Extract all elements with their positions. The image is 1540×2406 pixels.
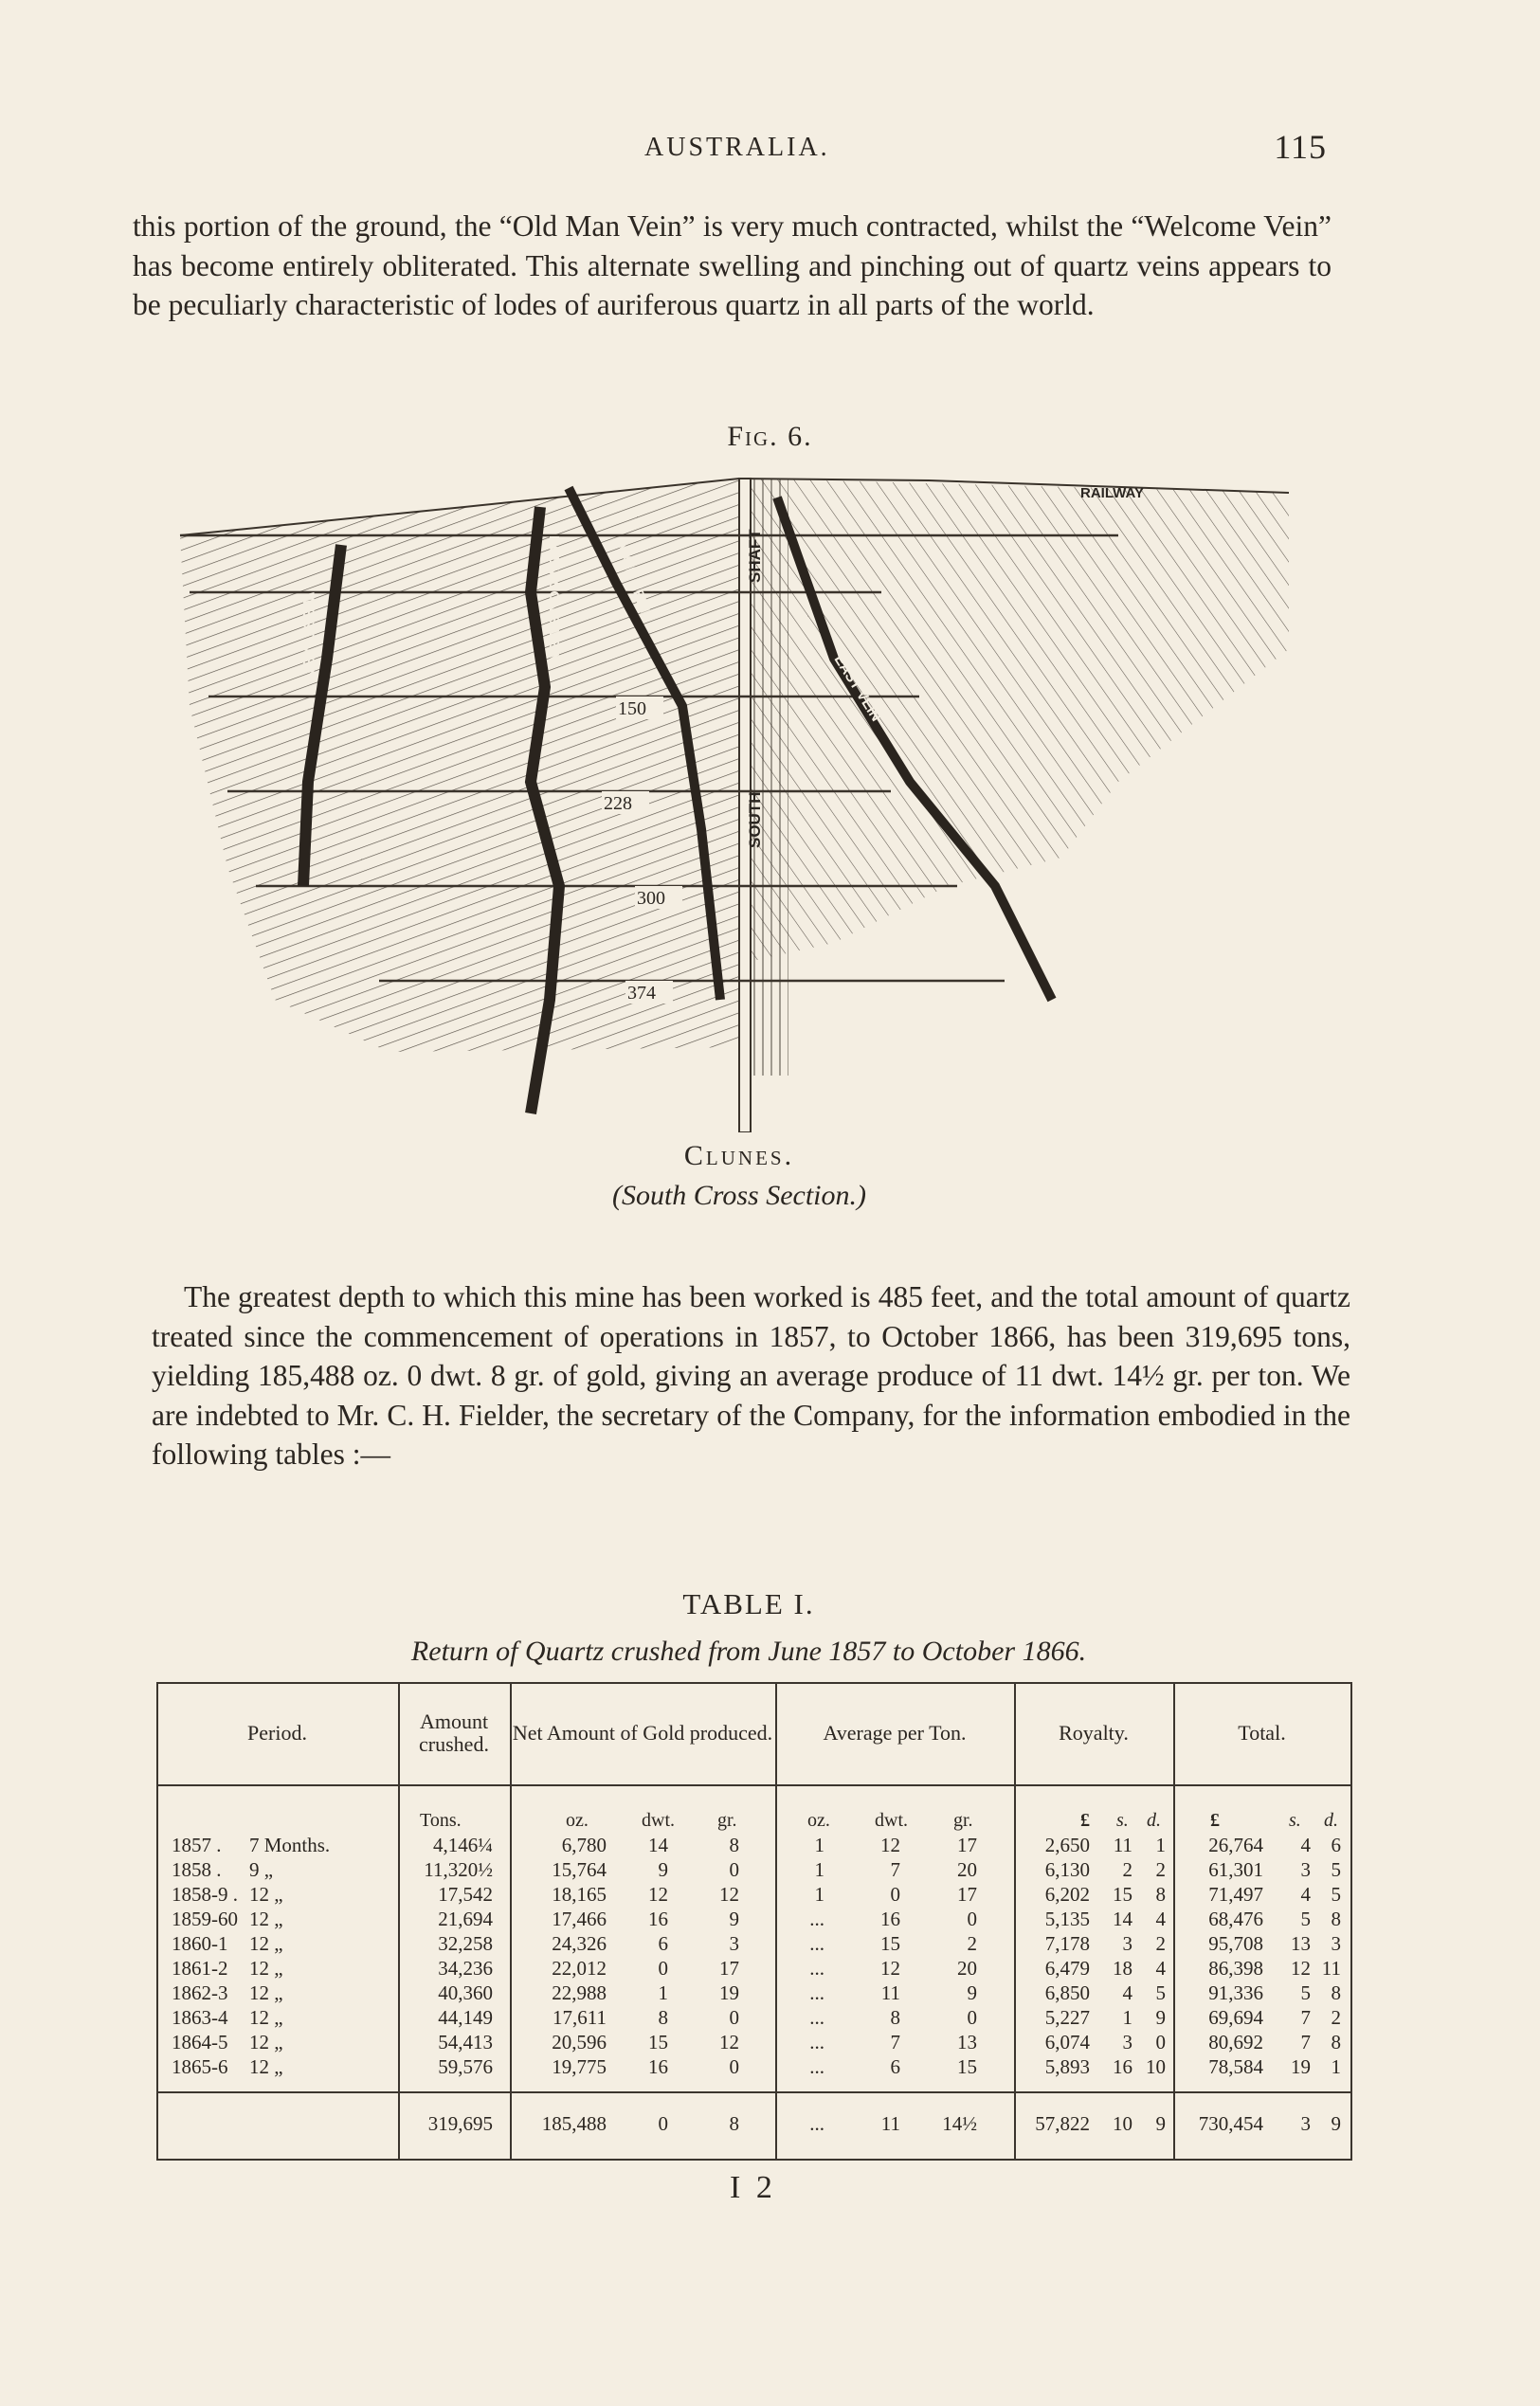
table-cell-period: 1858-9 . (172, 1883, 238, 1906)
totals-cell-a_dwt: 11 (880, 2112, 900, 2135)
table-cell-tons: 11,320½ (424, 1858, 493, 1881)
totals-cell-r_d: 9 (1155, 2112, 1166, 2135)
table-cell-tons: 32,258 (438, 1932, 493, 1955)
figure-label: Fig. 6. (727, 421, 813, 452)
table-cell-t_l: 78,584 (1208, 2055, 1263, 2078)
table-cell-months: 12 „ (249, 2006, 283, 2029)
table-cell-gr: 12 (719, 2031, 739, 2053)
table-cell-a_oz: ... (809, 2031, 824, 2053)
mine-cross-section-figure (171, 469, 1308, 1132)
table-cell-a_gr: 20 (957, 1957, 977, 1980)
unit-tons: Tons. (420, 1810, 462, 1831)
table-cell-period: 1861-2 (172, 1957, 228, 1980)
header-average: Average per Ton. (823, 1721, 967, 1745)
table-cell-months: 12 „ (249, 1883, 283, 1906)
table-cell-a_oz: ... (809, 1932, 824, 1955)
table-cell-dwt: 0 (658, 1957, 668, 1980)
table-cell-r_d: 9 (1155, 2006, 1166, 2029)
table-cell-gr: 8 (729, 1834, 739, 1856)
table-cell-a_oz: 1 (814, 1834, 824, 1856)
table-cell-months: 12 „ (249, 1932, 283, 1955)
table-cell-gr: 9 (729, 1908, 739, 1930)
table-cell-a_oz: ... (809, 1981, 824, 2004)
table-cell-a_gr: 13 (957, 2031, 977, 2053)
table-cell-gr: 0 (729, 2006, 739, 2029)
table-cell-r_s: 15 (1113, 1883, 1132, 1906)
table-cell-t_d: 2 (1331, 2006, 1341, 2029)
table-cell-oz: 20,596 (552, 2031, 607, 2053)
table-cell-r_d: 0 (1155, 2031, 1166, 2053)
paragraph-2: The greatest depth to which this mine has been worked is 485 feet, and the total amount of quartz treated since the commencement of operations in 1857, to October 1866, has been 319,695 tons, yielding 185,488 oz. 0 dwt. 8 gr. of gold, giving an average produce of 11 dwt. 14½ gr. per ton. We are indebted to Mr. C. H. Fielder, the secretary of the Company, for the information embodied in the following tables :— (152, 1280, 1350, 1471)
table-cell-a_gr: 9 (967, 1981, 977, 2004)
table-cell-oz: 24,326 (552, 1932, 607, 1955)
table-cell-period: 1857 . (172, 1834, 222, 1856)
running-head-title: AUSTRALIA. (644, 133, 830, 162)
totals-cell-a_gr: 14½ (942, 2112, 977, 2135)
unit-royalty-pounds: £ (1080, 1810, 1090, 1831)
table-cell-t_s: 13 (1291, 1932, 1311, 1955)
table-cell-gr: 19 (719, 1981, 739, 2004)
paragraph-1: this portion of the ground, the “Old Man Vein” is very much contracted, whilst the “Welcome Vein” has become entirely obliterated. This alternate swelling and pinching out of quartz veins appears to be peculiarly characteristic of lodes of auriferous quartz in all parts of the world. (133, 209, 1332, 321)
table-cell-r_s: 1 (1122, 2006, 1132, 2029)
unit-gr: gr. (717, 1810, 737, 1831)
table-cell-t_s: 12 (1291, 1957, 1311, 1980)
table-cell-t_d: 5 (1331, 1883, 1341, 1906)
table-cell-dwt: 1 (658, 1981, 668, 2004)
unit-total-shillings: s. (1289, 1810, 1301, 1831)
table-cell-r_d: 8 (1155, 1883, 1166, 1906)
table-cell-r_l: 6,130 (1044, 1858, 1090, 1881)
table-cell-tons: 4,146¼ (433, 1834, 493, 1856)
table-cell-gr: 0 (729, 1858, 739, 1881)
table-cell-r_l: 6,202 (1044, 1883, 1090, 1906)
header-net-gold: Net Amount of Gold produced. (512, 1721, 773, 1745)
table-cell-oz: 18,165 (552, 1883, 607, 1906)
table-cell-gr: 17 (719, 1957, 739, 1980)
unit-dwt: dwt. (642, 1810, 675, 1831)
unit-avg-dwt: dwt. (875, 1810, 908, 1831)
unit-avg-gr: gr. (953, 1810, 973, 1831)
table-cell-a_gr: 2 (967, 1932, 977, 1955)
table-cell-r_l: 2,650 (1044, 1834, 1090, 1856)
table-cell-r_s: 4 (1122, 1981, 1132, 2004)
table-cell-r_s: 11 (1113, 1834, 1132, 1856)
table-cell-tons: 59,576 (438, 2055, 493, 2078)
table-cell-r_s: 3 (1122, 1932, 1132, 1955)
header-total: Total. (1238, 1721, 1286, 1745)
totals-cell-gr: 8 (729, 2112, 739, 2135)
table-cell-dwt: 15 (648, 2031, 668, 2053)
table-cell-oz: 15,764 (552, 1858, 607, 1881)
table-cell-period: 1860-1 (172, 1932, 228, 1955)
table-cell-a_dwt: 6 (890, 2055, 900, 2078)
totals-cell-a_oz: ... (809, 2112, 824, 2135)
table-cell-t_d: 3 (1331, 1932, 1341, 1955)
table-cell-t_s: 5 (1300, 1908, 1311, 1930)
table-cell-r_l: 5,227 (1044, 2006, 1090, 2029)
unit-total-pence: d. (1324, 1810, 1338, 1831)
table-cell-a_dwt: 0 (890, 1883, 900, 1906)
table-cell-tons: 34,236 (438, 1957, 493, 1980)
table-cell-t_d: 6 (1331, 1834, 1341, 1856)
vein-label-robinson: ROBINSON'S VEIN (546, 535, 562, 662)
table-title: TABLE I. (682, 1587, 815, 1620)
table-cell-dwt: 12 (648, 1883, 668, 1906)
table-cell-a_dwt: 7 (890, 2031, 900, 2053)
table-cell-t_s: 5 (1300, 1981, 1311, 2004)
table-cell-oz: 22,988 (552, 1981, 607, 2004)
table-cell-a_dwt: 8 (890, 2006, 900, 2029)
table-cell-r_s: 2 (1122, 1858, 1132, 1881)
unit-total-pounds: £ (1210, 1810, 1220, 1831)
table-cell-t_d: 1 (1331, 2055, 1341, 2078)
table-cell-t_l: 91,336 (1208, 1981, 1263, 2004)
table-cell-t_d: 8 (1331, 1908, 1341, 1930)
vein-label-main: MAIN VEIN (612, 540, 653, 616)
signature-mark: I 2 (730, 2170, 776, 2205)
table-cell-tons: 21,694 (438, 1908, 493, 1930)
level-label-374: 374 (627, 983, 656, 1004)
table-cell-tons: 44,149 (438, 2006, 493, 2029)
table-cell-t_d: 11 (1321, 1957, 1341, 1980)
table-cell-t_l: 69,694 (1208, 2006, 1263, 2029)
table-cell-months: 12 „ (249, 1981, 283, 2004)
table-cell-t_l: 68,476 (1208, 1908, 1263, 1930)
figure-caption-place: Clunes. (683, 1140, 795, 1171)
south-label: SOUTH (746, 791, 764, 848)
table-cell-period: 1865-6 (172, 2055, 228, 2078)
table-cell-t_s: 4 (1300, 1834, 1311, 1856)
table-cell-months: 12 „ (249, 1957, 283, 1980)
table-cell-oz: 17,611 (553, 2006, 607, 2029)
table-cell-a_oz: ... (809, 2055, 824, 2078)
table-cell-r_d: 1 (1155, 1834, 1166, 1856)
table-cell-t_s: 7 (1300, 2006, 1311, 2029)
table-cell-gr: 0 (729, 2055, 739, 2078)
table-cell-period: 1859-60 (172, 1908, 238, 1930)
table-cell-t_s: 19 (1291, 2055, 1311, 2078)
table-cell-r_s: 14 (1113, 1908, 1132, 1930)
table-cell-months: 9 „ (249, 1858, 274, 1881)
table-cell-dwt: 16 (648, 1908, 668, 1930)
table-cell-tons: 17,542 (438, 1883, 493, 1906)
table-cell-a_gr: 0 (967, 1908, 977, 1930)
table-cell-r_d: 4 (1155, 1957, 1166, 1980)
table-cell-r_l: 7,178 (1044, 1932, 1090, 1955)
table-cell-a_oz: 1 (814, 1858, 824, 1881)
totals-cell-t_l: 730,454 (1198, 2112, 1263, 2135)
level-label-228: 228 (604, 793, 632, 814)
table-cell-t_l: 61,301 (1208, 1858, 1263, 1881)
table-cell-oz: 6,780 (561, 1834, 607, 1856)
table-cell-r_d: 2 (1155, 1858, 1166, 1881)
table-cell-a_oz: ... (809, 2006, 824, 2029)
table-cell-a_dwt: 7 (890, 1858, 900, 1881)
table-cell-a_gr: 20 (957, 1858, 977, 1881)
table-cell-r_l: 6,074 (1044, 2031, 1090, 2053)
table-cell-tons: 54,413 (438, 2031, 493, 2053)
totals-cell-t_d: 9 (1331, 2112, 1341, 2135)
table-cell-r_l: 6,850 (1044, 1981, 1090, 2004)
table-cell-r_l: 6,479 (1044, 1957, 1090, 1980)
table-cell-period: 1858 . (172, 1858, 222, 1881)
totals-cell-r_l: 57,822 (1035, 2112, 1090, 2135)
unit-oz: oz. (566, 1810, 589, 1831)
table-cell-gr: 12 (719, 1883, 739, 1906)
table-cell-dwt: 14 (648, 1834, 668, 1856)
totals-cell-r_s: 10 (1113, 2112, 1132, 2135)
table-cell-t_d: 5 (1331, 1858, 1341, 1881)
table-cell-period: 1862-3 (172, 1981, 228, 2004)
table-cell-a_dwt: 12 (880, 1957, 900, 1980)
header-amount: Amount crushed. (419, 1710, 489, 1756)
table-cell-t_l: 26,764 (1208, 1834, 1263, 1856)
table-cell-oz: 17,466 (552, 1908, 607, 1930)
table-cell-t_s: 4 (1300, 1883, 1311, 1906)
totals-cell-oz: 185,488 (541, 2112, 607, 2135)
unit-avg-oz: oz. (807, 1810, 830, 1831)
table-cell-r_s: 16 (1113, 2055, 1132, 2078)
table-cell-months: 7 Months. (249, 1834, 331, 1856)
table-cell-dwt: 8 (658, 2006, 668, 2029)
table-cell-months: 12 „ (249, 2055, 283, 2078)
table-cell-a_dwt: 11 (880, 1981, 900, 2004)
vein-label-east: EAST VEIN (830, 652, 884, 725)
table-cell-a_oz: ... (809, 1957, 824, 1980)
col-rule (1350, 1682, 1352, 2161)
table-cell-t_s: 7 (1300, 2031, 1311, 2053)
table-cell-oz: 19,775 (552, 2055, 607, 2078)
table-cell-a_dwt: 12 (880, 1834, 900, 1856)
totals-cell-dwt: 0 (658, 2112, 668, 2135)
table-cell-a_gr: 15 (957, 2055, 977, 2078)
table-subtitle: Return of Quartz crushed from June 1857 to October 1866. (410, 1636, 1087, 1667)
cross-section-illustration (171, 469, 1308, 1132)
shaft-label: SHAFT (746, 529, 764, 583)
gold-return-table (156, 1682, 1352, 2161)
table-cell-months: 12 „ (249, 1908, 283, 1930)
table-cell-a_dwt: 16 (880, 1908, 900, 1930)
table-cell-t_l: 80,692 (1208, 2031, 1263, 2053)
header-period: Period. (247, 1721, 307, 1745)
table-cell-period: 1863-4 (172, 2006, 228, 2029)
table-cell-t_d: 8 (1331, 1981, 1341, 2004)
table-cell-dwt: 16 (648, 2055, 668, 2078)
table-cell-a_oz: ... (809, 1908, 824, 1930)
table-cell-t_s: 3 (1300, 1858, 1311, 1881)
table-cell-gr: 3 (729, 1932, 739, 1955)
table-cell-t_l: 86,398 (1208, 1957, 1263, 1980)
table-cell-period: 1864-5 (172, 2031, 228, 2053)
table-cell-r_s: 3 (1122, 2031, 1132, 2053)
running-head (625, 128, 1327, 171)
page-number: 115 (1274, 128, 1327, 166)
table-cell-r_l: 5,893 (1044, 2055, 1090, 2078)
vein-label-west: WEST VEIN (299, 592, 317, 681)
header-royalty: Royalty. (1059, 1721, 1129, 1745)
table-cell-a_gr: 0 (967, 2006, 977, 2029)
railway-label: RAILWAY (1080, 485, 1144, 501)
table-cell-r_l: 5,135 (1044, 1908, 1090, 1930)
table-cell-oz: 22,012 (552, 1957, 607, 1980)
totals-cell-t_s: 3 (1300, 2112, 1311, 2135)
totals-cell-tons: 319,695 (427, 2112, 493, 2135)
table-cell-r_d: 2 (1155, 1932, 1166, 1955)
table-cell-r_d: 4 (1155, 1908, 1166, 1930)
table-cell-r_d: 5 (1155, 1981, 1166, 2004)
table-cell-a_gr: 17 (957, 1834, 977, 1856)
unit-royalty-pence: d. (1147, 1810, 1161, 1831)
table-cell-dwt: 6 (658, 1932, 668, 1955)
table-cell-r_d: 10 (1146, 2055, 1166, 2078)
unit-royalty-shillings: s. (1116, 1810, 1129, 1831)
table-cell-t_d: 8 (1331, 2031, 1341, 2053)
table-cell-tons: 40,360 (438, 1981, 493, 2004)
table-cell-a_dwt: 15 (880, 1932, 900, 1955)
table-cell-a_oz: 1 (814, 1883, 824, 1906)
level-label-150: 150 (618, 698, 646, 719)
level-label-300: 300 (637, 888, 665, 909)
table-cell-t_l: 95,708 (1208, 1932, 1263, 1955)
table-cell-months: 12 „ (249, 2031, 283, 2053)
table-cell-a_gr: 17 (957, 1883, 977, 1906)
table-cell-t_l: 71,497 (1208, 1883, 1263, 1906)
figure-caption-section: (South Cross Section.) (611, 1180, 867, 1211)
table-cell-r_s: 18 (1113, 1957, 1132, 1980)
table-cell-dwt: 9 (658, 1858, 668, 1881)
